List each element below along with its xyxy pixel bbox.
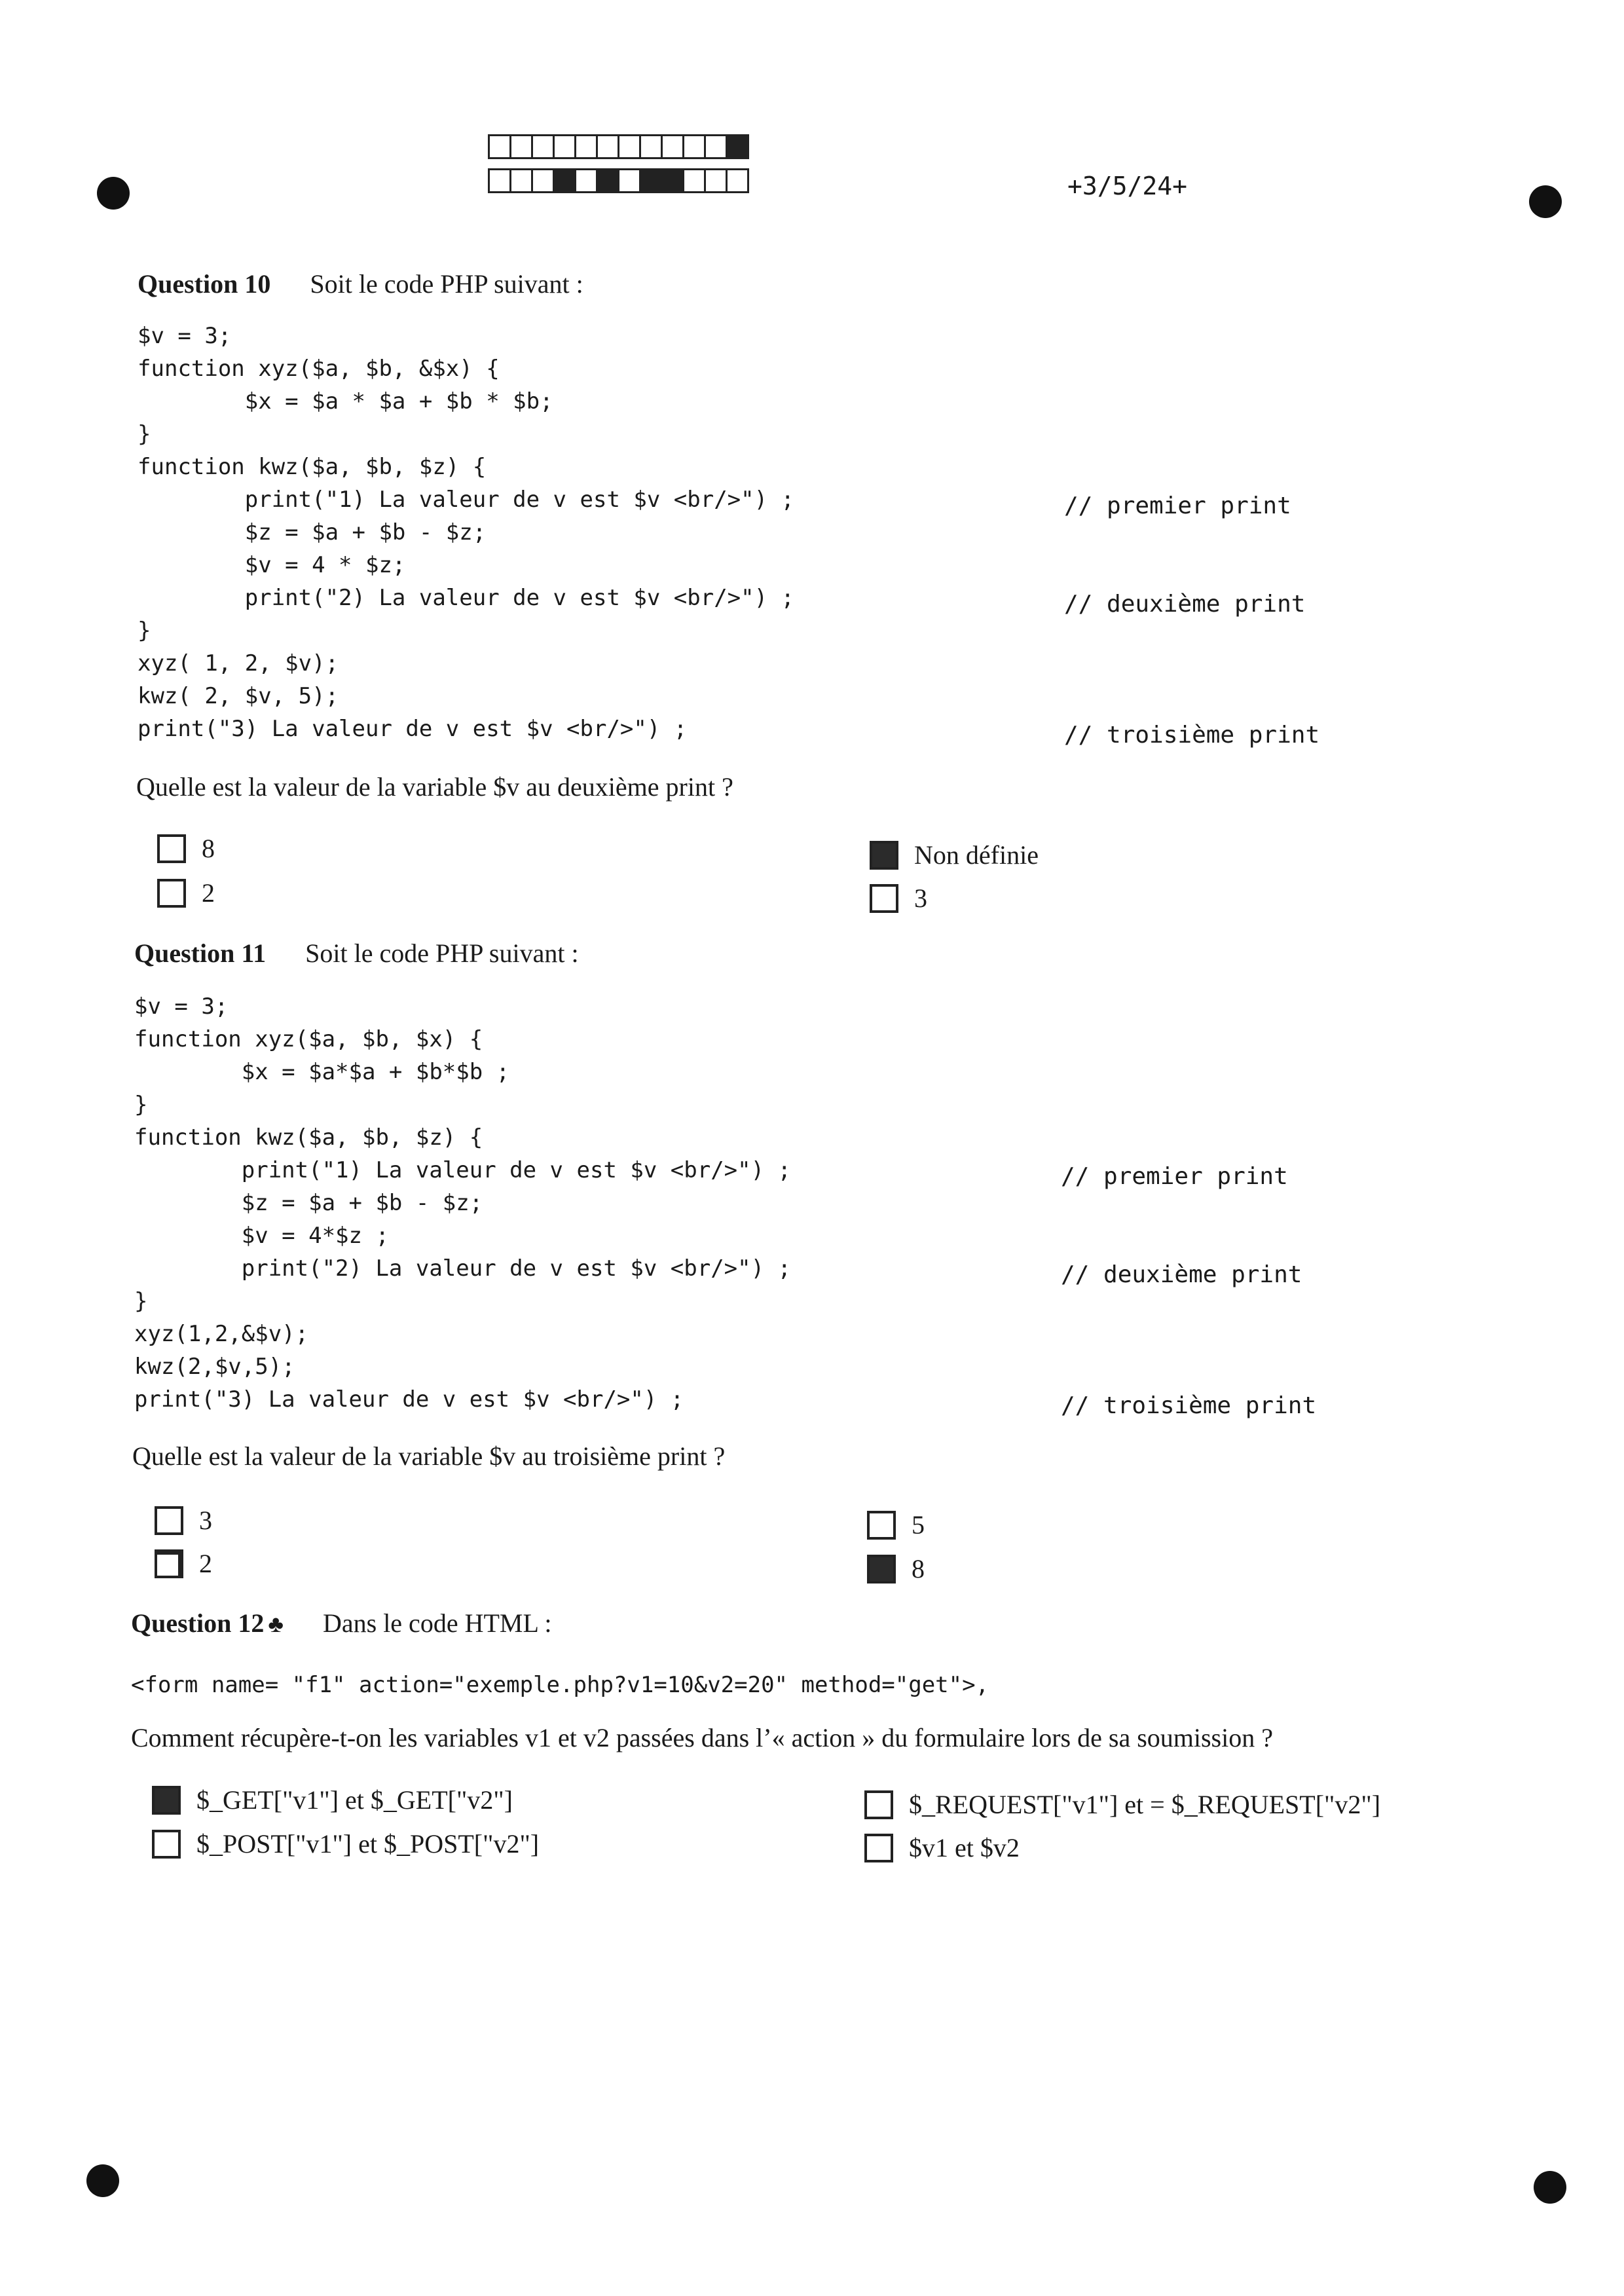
q10-comment-second: // deuxième print: [1064, 591, 1306, 618]
barcode-cell: [726, 134, 749, 159]
checkbox[interactable]: [157, 879, 186, 908]
q11-choice-1[interactable]: [155, 1505, 212, 1536]
q10-choice-1[interactable]: [157, 833, 215, 864]
checkbox[interactable]: [867, 1555, 896, 1583]
question-11-intro: Soit le code PHP suivant :: [305, 938, 579, 968]
q12-choice-1[interactable]: [152, 1785, 513, 1815]
checkbox[interactable]: [870, 841, 898, 870]
choice-label: 8: [202, 834, 215, 863]
barcode-cell: [574, 168, 598, 193]
choice-label: 5: [912, 1510, 925, 1540]
question-11-header: [134, 938, 579, 969]
choice-label: $v1 et $v2: [909, 1833, 1020, 1862]
barcode-cell: [639, 134, 663, 159]
choice-label: 2: [199, 1549, 212, 1578]
registration-mark-bottom-right: [1534, 2171, 1566, 2204]
barcode-cell: [726, 168, 749, 193]
question-12-prompt: Comment récupère-t-on les variables v1 et v2 passées dans l’« action » du formulaire lors de sa soumission ?: [131, 1723, 1273, 1752]
q10-comment-first: // premier print: [1064, 492, 1291, 519]
barcode-cell: [488, 168, 511, 193]
registration-mark-bottom-left: [86, 2164, 119, 2197]
q11-choice-4[interactable]: [867, 1553, 925, 1584]
barcode-cell: [553, 134, 576, 159]
q12-choice-2[interactable]: [152, 1828, 539, 1859]
question-12-code: <form name= "f1" action="exemple.php?v1=10&v2=20" method="get">,: [131, 1672, 989, 1698]
barcode-cell: [704, 168, 728, 193]
checkbox[interactable]: [152, 1786, 181, 1815]
choice-label: Non définie: [914, 840, 1039, 870]
choice-label: 3: [914, 883, 927, 913]
checkbox[interactable]: [155, 1506, 183, 1535]
barcode-cell: [553, 168, 576, 193]
barcode-cell: [682, 134, 706, 159]
q11-comment-second: // deuxième print: [1061, 1261, 1302, 1288]
checkbox[interactable]: [867, 1511, 896, 1540]
checkbox[interactable]: [157, 834, 186, 863]
question-10-prompt: Quelle est la valeur de la variable $v au deuxième print ?: [136, 772, 733, 802]
choice-label: 8: [912, 1554, 925, 1583]
barcode-cell: [531, 168, 555, 193]
registration-mark-top-left: [97, 177, 130, 210]
q10-choice-4[interactable]: [870, 883, 927, 914]
q11-comment-first: // premier print: [1061, 1163, 1288, 1190]
q10-choice-3[interactable]: [870, 840, 1039, 870]
barcode-cell: [661, 134, 684, 159]
choice-label: $_GET["v1"] et $_GET["v2"]: [196, 1785, 513, 1815]
barcode-cell: [639, 168, 663, 193]
barcode-cell: [488, 134, 511, 159]
barcode-cell: [531, 134, 555, 159]
barcode-bottom: [488, 168, 747, 193]
barcode-cell: [704, 134, 728, 159]
barcode-cell: [574, 134, 598, 159]
question-10-header: [138, 268, 583, 299]
barcode-cell: [596, 134, 619, 159]
q11-choice-3[interactable]: [867, 1509, 925, 1540]
choice-label: $_POST["v1"] et $_POST["v2"]: [196, 1829, 540, 1859]
question-12-label: Question 12: [131, 1608, 265, 1638]
checkbox[interactable]: [864, 1790, 893, 1819]
barcode-cell: [682, 168, 706, 193]
question-12-intro: Dans le code HTML :: [322, 1608, 552, 1638]
question-11-label: Question 11: [134, 938, 267, 968]
page-code: +3/5/24+: [1067, 172, 1188, 200]
club-icon: ♣: [268, 1611, 284, 1637]
barcode-top: [488, 134, 747, 159]
choice-label: 2: [202, 878, 215, 908]
question-11-code: $v = 3; function xyz($a, $b, $x) { $x = $a*$a + $b*$b ; } function kwz($a, $b, $z) { print("1) La valeur de v est $v <br/>") ; $z = $a + $b - $z; $v = 4*$z ; print("2) La valeur de v est $v <br/>") ; } xyz(1,2,&$v); kwz(2,$v,5); print("3) La valeur de v est $v <br/>") ;: [134, 993, 792, 1413]
question-10-label: Question 10: [138, 269, 271, 299]
q11-comment-third: // troisième print: [1061, 1392, 1317, 1419]
q12-choice-4[interactable]: [864, 1832, 1020, 1863]
checkbox[interactable]: [870, 884, 898, 913]
barcode-cell: [509, 134, 533, 159]
q11-choice-2[interactable]: [155, 1548, 212, 1579]
question-12-header: [131, 1608, 552, 1639]
question-11-prompt: Quelle est la valeur de la variable $v au troisième print ?: [132, 1441, 726, 1471]
barcode-cell: [509, 168, 533, 193]
choice-label: $_REQUEST["v1"] et = $_REQUEST["v2"]: [909, 1790, 1381, 1819]
barcode-cell: [596, 168, 619, 193]
q10-comment-third: // troisième print: [1064, 722, 1320, 749]
registration-mark-top-right: [1529, 185, 1562, 218]
question-10-intro: Soit le code PHP suivant :: [310, 269, 583, 299]
q10-choice-2[interactable]: [157, 878, 215, 908]
q12-choice-3[interactable]: [864, 1789, 1380, 1820]
barcode-cell: [618, 134, 641, 159]
checkbox[interactable]: [155, 1549, 183, 1578]
checkbox[interactable]: [152, 1830, 181, 1859]
choice-label: 3: [199, 1506, 212, 1535]
barcode-cell: [618, 168, 641, 193]
question-10-code: $v = 3; function xyz($a, $b, &$x) { $x = $a * $a + $b * $b; } function kwz($a, $b, $z) { print("1) La valeur de v est $v <br/>") ; $z = $a + $b - $z; $v = 4 * $z; print("2) La valeur de v est $v <br/>") ; } xyz( 1, 2, $v); kwz( 2, $v, 5); print("3) La valeur de v est $v <br/>") ;: [138, 323, 795, 742]
barcode-cell: [661, 168, 684, 193]
checkbox[interactable]: [864, 1834, 893, 1862]
